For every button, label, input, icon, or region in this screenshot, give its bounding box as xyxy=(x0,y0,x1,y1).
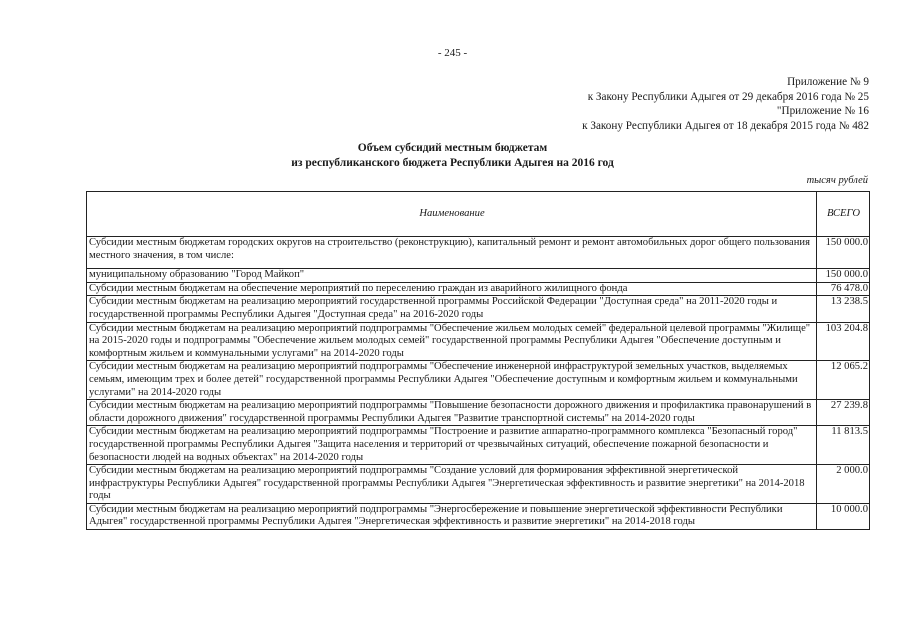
row-name-text: Субсидии местным бюджетам городских округов на строительство (реконструкцию), капитальный ремонт и ремонт автомобильных дорог общего пользования местного значения, в том числе: xyxy=(89,237,810,261)
table-row xyxy=(87,269,870,283)
row-total: 103 204.8 xyxy=(817,322,870,361)
appendix-line-3: "Приложение № 16 xyxy=(776,105,869,117)
table-row xyxy=(87,361,870,400)
header-total: ВСЕГО xyxy=(817,192,870,237)
table-row xyxy=(87,322,870,361)
row-total: 150 000.0 xyxy=(817,269,870,283)
table-header-row xyxy=(87,192,870,237)
appendix-line-2: к Закону Республики Адыгея от 29 декабря 2016 года № 25 xyxy=(587,90,869,103)
row-total: 27 239.8 xyxy=(817,400,870,426)
row-name: муниципальному образованию "Город Майкоп" xyxy=(87,269,817,283)
title-line-1: Объем субсидий местным бюджетам xyxy=(357,142,548,154)
units-label: тысяч рублей xyxy=(806,175,868,186)
document-title xyxy=(0,141,905,171)
row-name: Субсидии местным бюджетам на реализацию мероприятий подпрограммы "Повышение безопасности дорожного движения и профилактика правонарушений в области дорожного движения" государственной программы Республики Адыгея "Развитие транспортной системы" на 2014-2020 годы xyxy=(87,400,817,426)
table-row xyxy=(87,465,870,504)
appendix-header xyxy=(582,75,869,133)
title-line-2: из республиканского бюджета Республики Адыгея на 2016 год xyxy=(291,157,614,169)
row-name: Субсидии местным бюджетам на реализацию мероприятий подпрограммы "Обеспечение инженерной инфраструктурой земельных участков, выделяемых семьям, имеющим трех и более детей" государственной программы Республики Адыгея "Обеспечение доступным и комфортным жильем и коммунальными услугами" на 2014-2020 годы xyxy=(87,361,817,400)
row-total: 2 000.0 xyxy=(817,465,870,504)
row-total: 12 065.2 xyxy=(817,361,870,400)
row-name: Субсидии местным бюджетам на реализацию мероприятий подпрограммы "Построение и развитие аппаратно-программного комплекса "Безопасный город" государственной программы Республики Адыгея "Защита населения и территорий от чрезвычайных ситуаций, обеспечение пожарной безопасности и безопасности людей на водных объектах" на 2014-2020 годы xyxy=(87,426,817,465)
subsidies-table xyxy=(86,191,870,530)
row-name: Субсидии местным бюджетам на реализацию мероприятий государственной программы Российской Федерации "Доступная среда" на 2011-2020 годы и государственной программы Республики Адыгея "Доступная среда" на 2016-2020 годы xyxy=(87,296,817,322)
row-name: Субсидии местным бюджетам на обеспечение мероприятий по переселению граждан из аварийного жилищного фонда xyxy=(87,282,817,296)
row-name: Субсидии местным бюджетам на реализацию мероприятий подпрограммы "Обеспечение жильем молодых семей" федеральной целевой программы "Жилище" на 2015-2020 годы и подпрограммы "Обеспечение жильем молодых семей" государственной программы Республики Адыгея "Обеспечение доступным и комфортным жильем и коммунальными услугами" на 2014-2020 годы xyxy=(87,322,817,361)
page-number: - 245 - xyxy=(437,47,468,59)
header-name: Наименование xyxy=(87,192,817,237)
appendix-line-1: Приложение № 9 xyxy=(787,76,869,88)
row-total: 76 478.0 xyxy=(817,282,870,296)
row-total: 13 238.5 xyxy=(817,296,870,322)
row-name: Субсидии местным бюджетам на реализацию мероприятий подпрограммы "Энергосбережение и повышение энергетической эффективности Республики Адыгея" государственной программы Республики Адыгея "Энергетическая эффективность и развитие энергетики" на 2014-2018 годы xyxy=(87,503,817,529)
row-name: Субсидии местным бюджетам на реализацию мероприятий подпрограммы "Создание условий для формирования эффективной энергетической инфраструктуры Республики Адыгея" государственной программы Республики Адыгея "Энергетическая эффективность и развитие энергетики" на 2014-2018 годы xyxy=(87,465,817,504)
row-name xyxy=(87,237,817,269)
appendix-line-4: к Закону Республики Адыгея от 18 декабря 2015 года № 482 xyxy=(582,119,869,132)
table-row xyxy=(87,503,870,529)
row-total: 150 000.0 xyxy=(817,237,870,269)
table-row xyxy=(87,296,870,322)
table-row xyxy=(87,426,870,465)
table-row xyxy=(87,282,870,296)
row-total: 11 813.5 xyxy=(817,426,870,465)
table-row xyxy=(87,400,870,426)
row-total: 10 000.0 xyxy=(817,503,870,529)
table-row xyxy=(87,237,870,269)
